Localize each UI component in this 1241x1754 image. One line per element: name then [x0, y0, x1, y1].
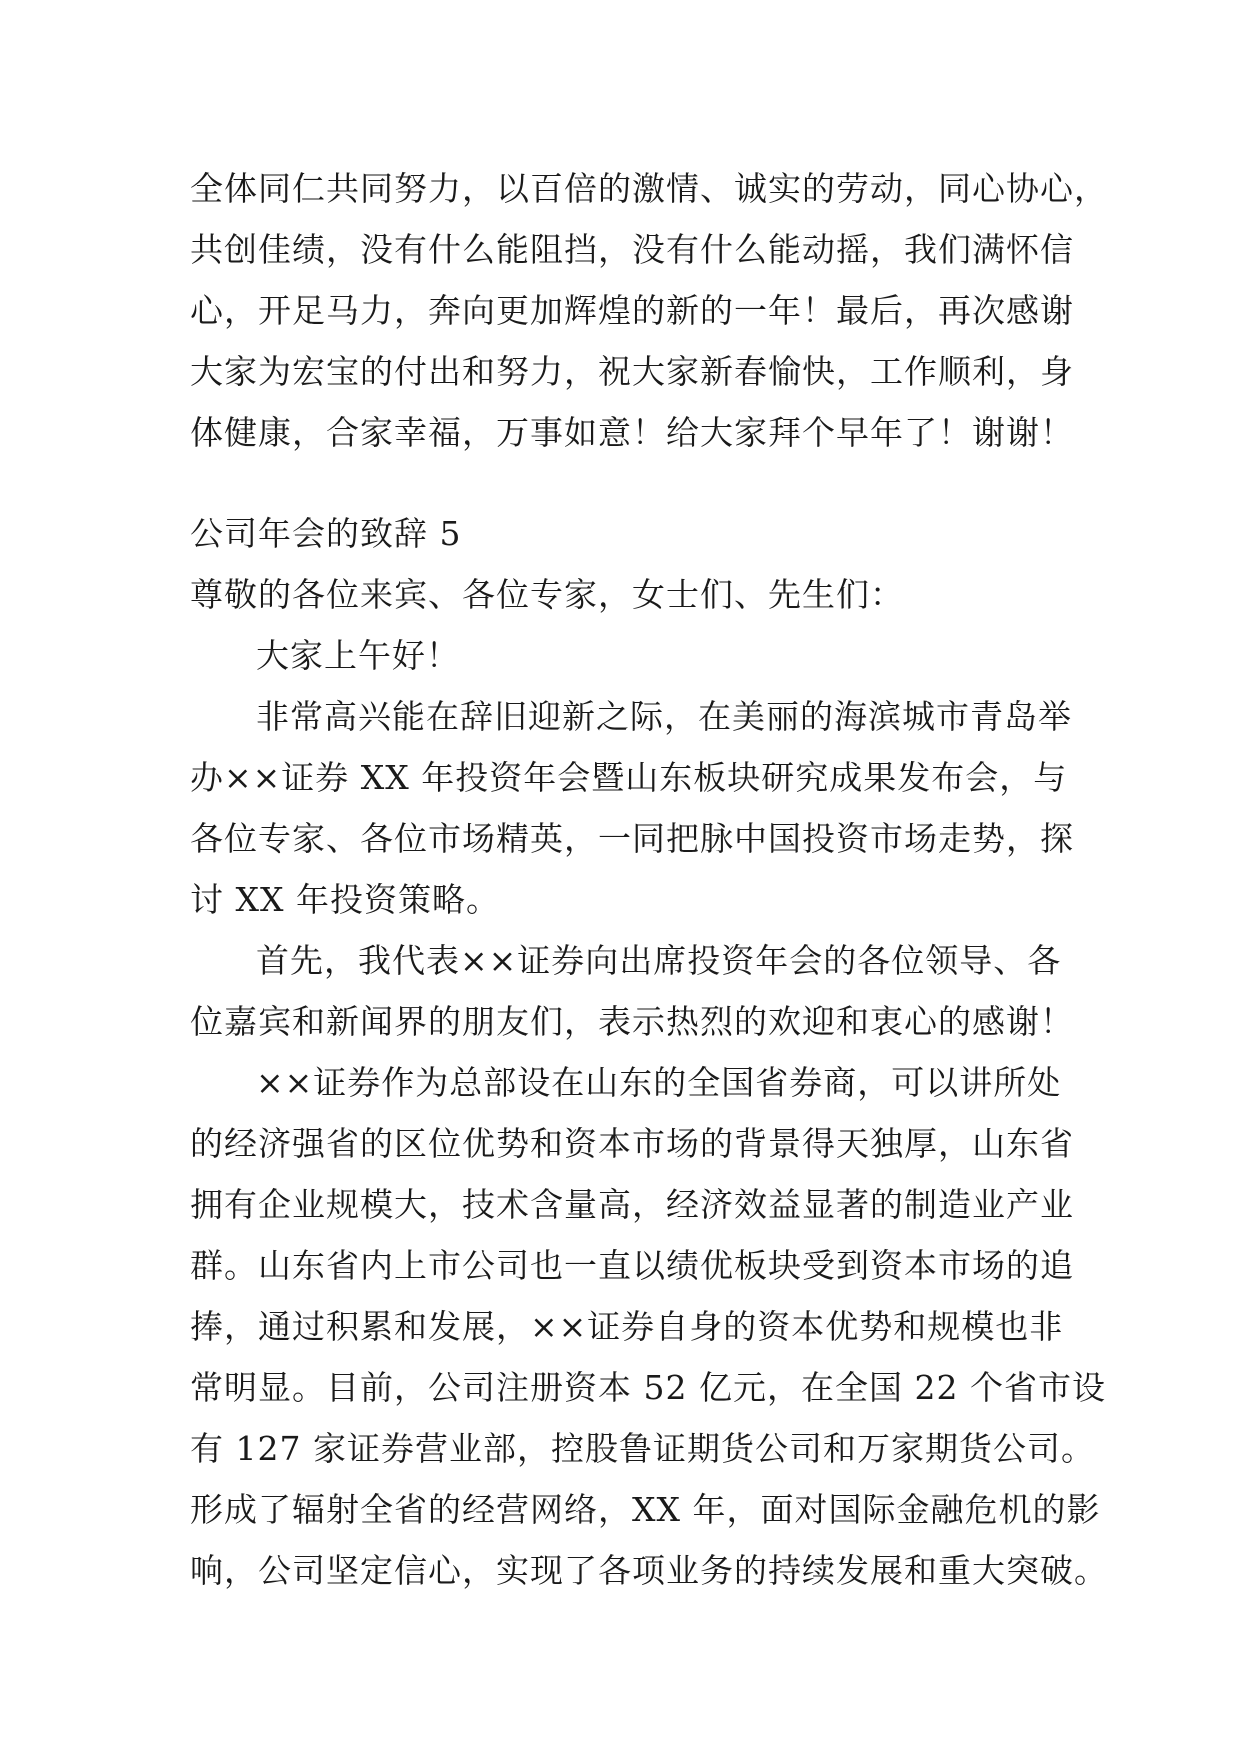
greeting: 大家上午好！ — [256, 636, 460, 675]
text-line: 捧，通过积累和发展，××证券自身的资本优势和规模也非 — [190, 1307, 1064, 1346]
paragraph-1 — [190, 686, 1074, 930]
salutation: 尊敬的各位来宾、各位专家，女士们、先生们： — [190, 575, 904, 614]
text-line: ××证券作为总部设在山东的全国省券商，可以讲所处 — [256, 1063, 1062, 1102]
section-title: 公司年会的致辞 5 — [190, 514, 462, 553]
text-line: 共创佳绩，没有什么能阻挡，没有什么能动摇，我们满怀信 — [190, 230, 1074, 269]
text-line: 有 127 家证券营业部，控股鲁证期货公司和万家期货公司。 — [190, 1429, 1095, 1468]
paragraph-3 — [190, 1052, 1108, 1601]
text-line: 首先，我代表××证券向出席投资年会的各位领导、各 — [256, 941, 1062, 980]
paragraph-2 — [190, 930, 1074, 1052]
text-line: 讨 XX 年投资策略。 — [190, 880, 500, 919]
speech-section — [190, 503, 1108, 1601]
text-line: 体健康，合家幸福，万事如意！给大家拜个早年了！谢谢！ — [190, 413, 1074, 452]
text-line: 非常高兴能在辞旧迎新之际，在美丽的海滨城市青岛举 — [256, 697, 1072, 736]
text-line: 群。山东省内上市公司也一直以绩优板块受到资本市场的追 — [190, 1246, 1074, 1285]
text-line: 常明显。目前，公司注册资本 52 亿元，在全国 22 个省市设 — [190, 1368, 1106, 1407]
text-line: 大家为宏宝的付出和努力，祝大家新春愉快，工作顺利，身 — [190, 352, 1074, 391]
text-line: 心，开足马力，奔向更加辉煌的新的一年！最后，再次感谢 — [190, 291, 1074, 330]
previous-paragraph — [190, 158, 1108, 463]
text-line: 办××证券 XX 年投资年会暨山东板块研究成果发布会，与 — [190, 758, 1068, 797]
text-line: 的经济强省的区位优势和资本市场的背景得天独厚，山东省 — [190, 1124, 1074, 1163]
text-line: 各位专家、各位市场精英，一同把脉中国投资市场走势，探 — [190, 819, 1074, 858]
text-line: 拥有企业规模大，技术含量高，经济效益显著的制造业产业 — [190, 1185, 1074, 1224]
text-line: 全体同仁共同努力，以百倍的激情、诚实的劳动，同心协心， — [190, 169, 1108, 208]
text-line: 形成了辐射全省的经营网络，XX 年，面对国际金融危机的影 — [190, 1490, 1101, 1529]
text-line: 位嘉宾和新闻界的朋友们，表示热烈的欢迎和衷心的感谢！ — [190, 1002, 1074, 1041]
text-line: 响，公司坚定信心，实现了各项业务的持续发展和重大突破。 — [190, 1551, 1108, 1590]
